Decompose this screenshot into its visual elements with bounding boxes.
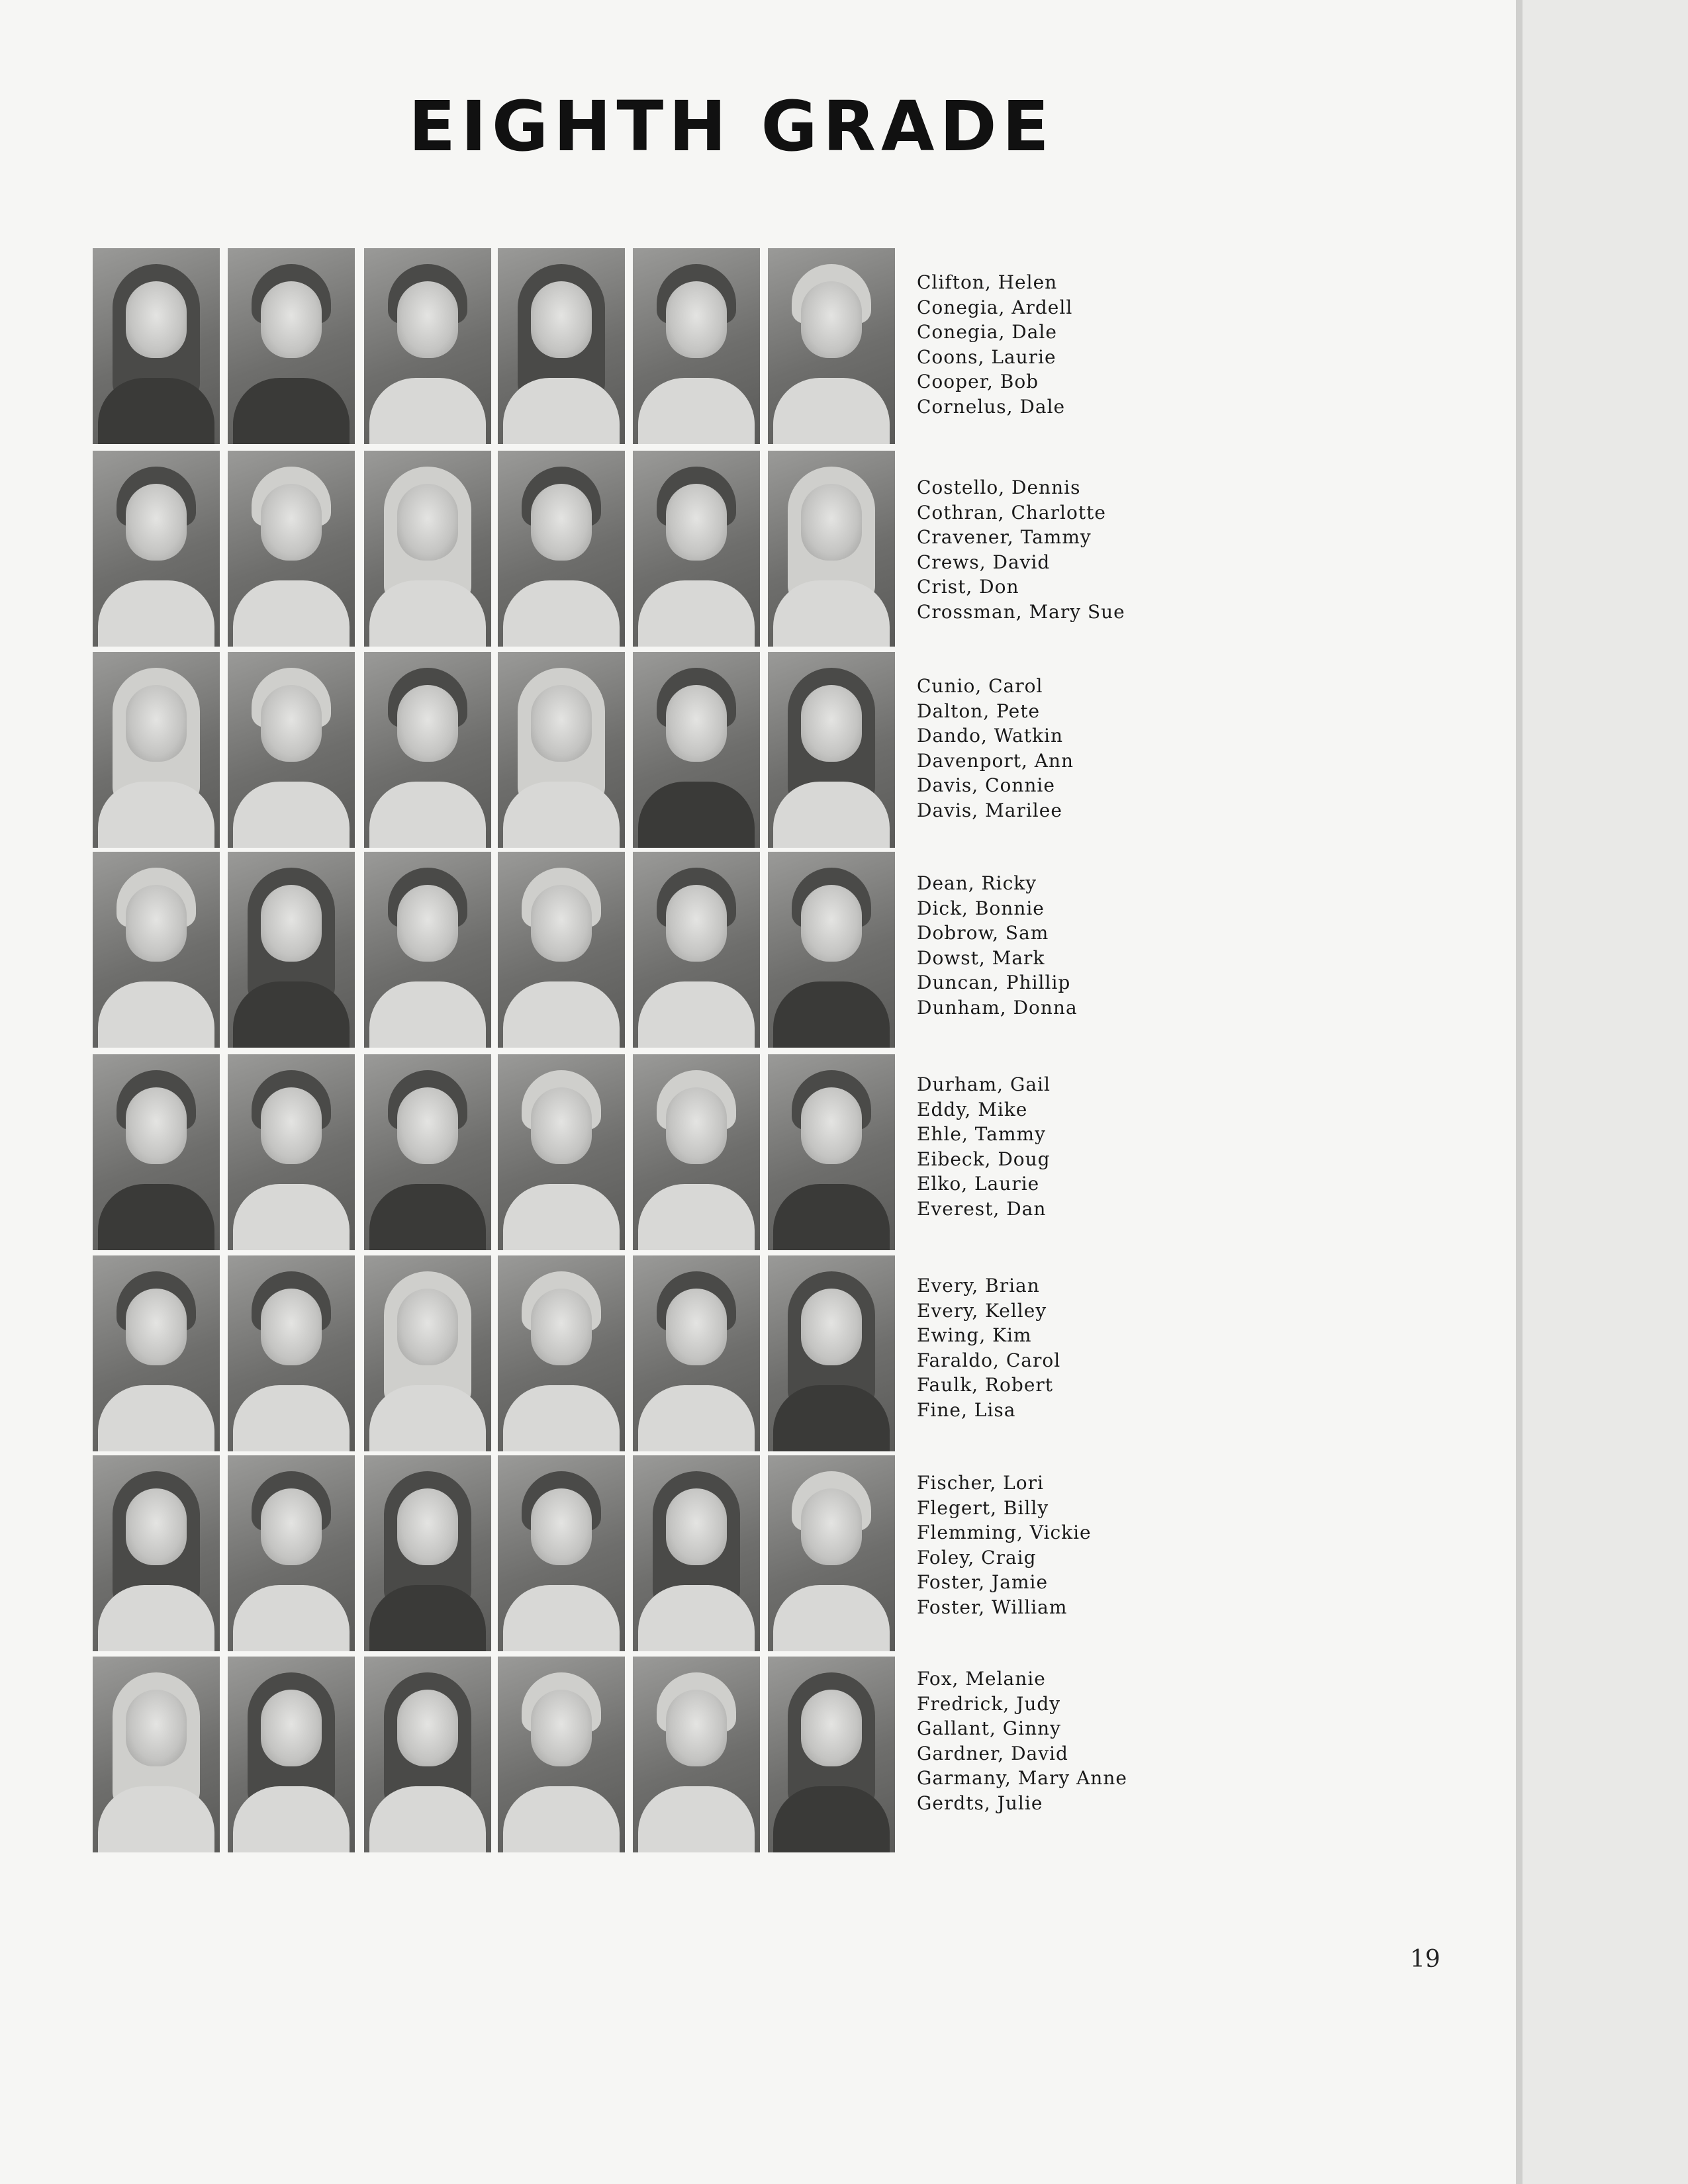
student-name: Foster, William bbox=[917, 1596, 1068, 1618]
student-name: Elko, Laurie bbox=[917, 1173, 1040, 1195]
student-name: Ehle, Tammy bbox=[917, 1123, 1046, 1145]
student-name: Conegia, Ardell bbox=[917, 296, 1073, 318]
student-name: Davis, Marilee bbox=[917, 799, 1062, 821]
student-name: Durham, Gail bbox=[917, 1073, 1051, 1095]
student-name: Crist, Don bbox=[917, 576, 1019, 598]
student-portrait bbox=[633, 248, 760, 444]
student-name: Gerdts, Julie bbox=[917, 1792, 1043, 1814]
student-portrait bbox=[93, 1657, 220, 1852]
portrait-grid bbox=[93, 248, 887, 1843]
student-portrait bbox=[93, 652, 220, 848]
page-number: 19 bbox=[1410, 1946, 1440, 1973]
student-portrait bbox=[498, 1455, 625, 1651]
student-portrait bbox=[228, 451, 355, 647]
student-portrait bbox=[93, 852, 220, 1048]
student-portrait bbox=[498, 1657, 625, 1852]
student-portrait bbox=[498, 652, 625, 848]
student-portrait bbox=[364, 1657, 491, 1852]
student-name: Davis, Connie bbox=[917, 774, 1055, 796]
student-name: Dando, Watkin bbox=[917, 725, 1064, 747]
student-name: Coons, Laurie bbox=[917, 345, 1056, 368]
student-portrait bbox=[498, 852, 625, 1048]
page-edge bbox=[1516, 0, 1523, 2184]
student-name: Eddy, Mike bbox=[917, 1098, 1028, 1120]
student-portrait bbox=[228, 1054, 355, 1250]
student-name: Crossman, Mary Sue bbox=[917, 600, 1125, 623]
student-name: Foley, Craig bbox=[917, 1546, 1037, 1569]
student-portrait bbox=[498, 451, 625, 647]
student-portrait bbox=[93, 451, 220, 647]
student-name: Foster, Jamie bbox=[917, 1571, 1049, 1593]
student-portrait bbox=[768, 1054, 895, 1250]
student-name: Every, Brian bbox=[917, 1275, 1040, 1297]
student-name: Fischer, Lori bbox=[917, 1472, 1044, 1494]
student-portrait bbox=[633, 1054, 760, 1250]
student-portrait bbox=[93, 248, 220, 444]
student-name: Every, Kelley bbox=[917, 1299, 1047, 1322]
student-name: Dick, Bonnie bbox=[917, 897, 1045, 919]
name-list bbox=[917, 270, 1261, 419]
student-name: Dobrow, Sam bbox=[917, 922, 1049, 944]
student-name: Conegia, Dale bbox=[917, 321, 1057, 343]
student-name: Duncan, Phillip bbox=[917, 972, 1071, 993]
student-name: Cornelus, Dale bbox=[917, 395, 1066, 418]
student-portrait bbox=[228, 852, 355, 1048]
student-portrait bbox=[768, 652, 895, 848]
student-portrait bbox=[228, 1657, 355, 1852]
student-name: Garmany, Mary Anne bbox=[917, 1767, 1127, 1789]
student-name: Costello, Dennis bbox=[917, 477, 1081, 498]
student-portrait bbox=[364, 1054, 491, 1250]
student-name: Everest, Dan bbox=[917, 1197, 1047, 1220]
student-name: Cothran, Charlotte bbox=[917, 501, 1106, 523]
student-name: Ewing, Kim bbox=[917, 1324, 1032, 1346]
student-portrait bbox=[633, 1455, 760, 1651]
student-portrait bbox=[768, 248, 895, 444]
name-list bbox=[917, 1471, 1261, 1619]
student-name: Dunham, Donna bbox=[917, 996, 1078, 1019]
student-portrait bbox=[633, 1255, 760, 1451]
student-portrait bbox=[633, 451, 760, 647]
student-name: Fredrick, Judy bbox=[917, 1692, 1061, 1715]
student-portrait bbox=[498, 1054, 625, 1250]
student-name: Dalton, Pete bbox=[917, 700, 1041, 722]
name-list bbox=[917, 1273, 1261, 1422]
student-portrait bbox=[228, 652, 355, 848]
student-name: Cooper, Bob bbox=[917, 371, 1039, 392]
student-name: Davenport, Ann bbox=[917, 749, 1074, 772]
student-portrait bbox=[498, 248, 625, 444]
student-portrait bbox=[768, 852, 895, 1048]
student-portrait bbox=[228, 1255, 355, 1451]
student-portrait bbox=[768, 1255, 895, 1451]
student-portrait bbox=[633, 652, 760, 848]
student-name: Faraldo, Carol bbox=[917, 1349, 1061, 1371]
student-name: Fox, Melanie bbox=[917, 1668, 1046, 1690]
student-name: Eibeck, Doug bbox=[917, 1148, 1051, 1170]
page-title: EIGHTH GRADE bbox=[408, 86, 1055, 167]
student-portrait bbox=[498, 1255, 625, 1451]
name-list bbox=[917, 475, 1261, 624]
student-portrait bbox=[364, 1455, 491, 1651]
student-portrait bbox=[364, 1255, 491, 1451]
name-list bbox=[917, 674, 1261, 823]
student-portrait bbox=[768, 1455, 895, 1651]
student-portrait bbox=[768, 1657, 895, 1852]
name-list bbox=[917, 871, 1261, 1020]
student-portrait bbox=[364, 248, 491, 444]
name-list bbox=[917, 1072, 1261, 1221]
student-portrait bbox=[93, 1054, 220, 1250]
student-portrait bbox=[364, 652, 491, 848]
student-portrait bbox=[228, 1455, 355, 1651]
student-name: Cunio, Carol bbox=[917, 675, 1043, 697]
student-portrait bbox=[633, 852, 760, 1048]
student-name: Dean, Ricky bbox=[917, 872, 1037, 894]
student-name: Cravener, Tammy bbox=[917, 526, 1092, 548]
student-name: Flegert, Billy bbox=[917, 1496, 1049, 1519]
student-portrait bbox=[364, 451, 491, 647]
student-name: Faulk, Robert bbox=[917, 1374, 1054, 1396]
student-name: Gallant, Ginny bbox=[917, 1717, 1061, 1739]
student-portrait bbox=[768, 451, 895, 647]
student-name: Clifton, Helen bbox=[917, 271, 1058, 293]
student-name: Dowst, Mark bbox=[917, 946, 1045, 969]
student-name: Fine, Lisa bbox=[917, 1398, 1016, 1421]
student-portrait bbox=[228, 248, 355, 444]
student-portrait bbox=[633, 1657, 760, 1852]
student-portrait bbox=[364, 852, 491, 1048]
student-name: Crews, David bbox=[917, 551, 1051, 573]
student-portrait bbox=[93, 1255, 220, 1451]
student-name: Flemming, Vickie bbox=[917, 1522, 1092, 1543]
name-list bbox=[917, 1666, 1261, 1815]
student-portrait bbox=[93, 1455, 220, 1651]
student-name: Gardner, David bbox=[917, 1742, 1068, 1764]
